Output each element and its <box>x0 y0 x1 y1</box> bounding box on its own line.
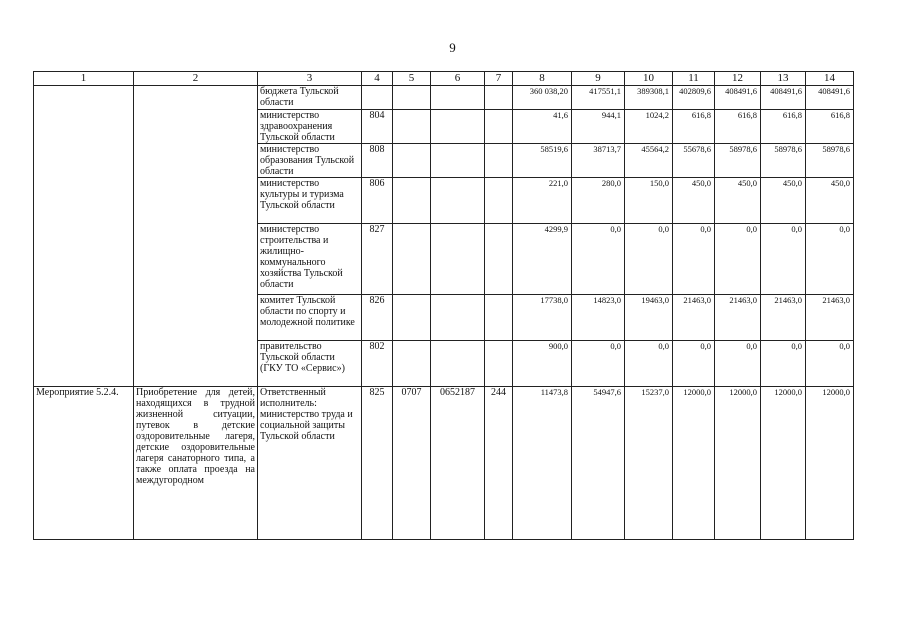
value-cell: 944,1 <box>572 110 625 144</box>
value-cell: 408491,6 <box>761 86 806 110</box>
csr-code-cell <box>431 110 485 144</box>
value-cell: 450,0 <box>761 178 806 224</box>
value-cell: 58978,6 <box>715 144 761 178</box>
value-cell: 450,0 <box>806 178 854 224</box>
gr-code-cell: 808 <box>362 144 393 178</box>
value-cell: 55678,6 <box>673 144 715 178</box>
value-cell: 15237,0 <box>625 387 673 540</box>
column-header-row <box>34 72 854 86</box>
value-cell: 360 038,20 <box>513 86 572 110</box>
value-cell: 408491,6 <box>806 86 854 110</box>
value-cell: 0,0 <box>806 341 854 387</box>
value-cell: 12000,0 <box>673 387 715 540</box>
executor-cell: комитет Тульской области по спорту и молодежной политике <box>258 295 362 341</box>
value-cell: 1024,2 <box>625 110 673 144</box>
gr-code-cell: 806 <box>362 178 393 224</box>
rz-code-cell <box>393 341 431 387</box>
value-cell: 616,8 <box>806 110 854 144</box>
budget-table <box>33 71 854 540</box>
column-header: 12 <box>715 72 761 86</box>
column-header: 7 <box>485 72 513 86</box>
value-cell: 0,0 <box>715 224 761 295</box>
value-cell: 12000,0 <box>761 387 806 540</box>
value-cell: 0,0 <box>761 224 806 295</box>
value-cell: 38713,7 <box>572 144 625 178</box>
value-cell: 21463,0 <box>715 295 761 341</box>
value-cell: 17738,0 <box>513 295 572 341</box>
csr-code-cell <box>431 224 485 295</box>
value-cell: 0,0 <box>715 341 761 387</box>
value-cell: 41,6 <box>513 110 572 144</box>
value-cell: 4299,9 <box>513 224 572 295</box>
column-header: 13 <box>761 72 806 86</box>
gr-code-cell: 827 <box>362 224 393 295</box>
gr-code-cell: 826 <box>362 295 393 341</box>
value-cell: 0,0 <box>761 341 806 387</box>
measure-cell-empty <box>34 86 134 387</box>
table-row <box>34 387 854 540</box>
executor-cell: правительство Тульской области (ГКУ ТО «Сервис») <box>258 341 362 387</box>
value-cell: 21463,0 <box>761 295 806 341</box>
value-cell: 221,0 <box>513 178 572 224</box>
vr-code-cell <box>485 341 513 387</box>
value-cell: 417551,1 <box>572 86 625 110</box>
rz-code-cell <box>393 110 431 144</box>
value-cell: 616,8 <box>673 110 715 144</box>
value-cell: 14823,0 <box>572 295 625 341</box>
value-cell: 616,8 <box>715 110 761 144</box>
column-header: 9 <box>572 72 625 86</box>
value-cell: 21463,0 <box>806 295 854 341</box>
executor-cell: министерство культуры и туризма Тульской области <box>258 178 362 224</box>
executor-cell: министерство строительства и жилищно-коммунального хозяйства Тульской области <box>258 224 362 295</box>
value-cell: 58978,6 <box>761 144 806 178</box>
executor-cell: министерство здравоохранения Тульской области <box>258 110 362 144</box>
rz-code-cell <box>393 224 431 295</box>
gr-code-cell: 825 <box>362 387 393 540</box>
value-cell: 0,0 <box>673 341 715 387</box>
value-cell: 45564,2 <box>625 144 673 178</box>
value-cell: 450,0 <box>673 178 715 224</box>
column-header: 14 <box>806 72 854 86</box>
vr-code-cell <box>485 110 513 144</box>
vr-code-cell: 244 <box>485 387 513 540</box>
description-cell-empty <box>134 86 258 387</box>
value-cell: 408491,6 <box>715 86 761 110</box>
value-cell: 389308,1 <box>625 86 673 110</box>
column-header: 8 <box>513 72 572 86</box>
value-cell: 616,8 <box>761 110 806 144</box>
executor-cell: министерство образования Тульской области <box>258 144 362 178</box>
value-cell: 12000,0 <box>715 387 761 540</box>
value-cell: 0,0 <box>572 341 625 387</box>
column-header: 2 <box>134 72 258 86</box>
value-cell: 0,0 <box>806 224 854 295</box>
column-header: 5 <box>393 72 431 86</box>
rz-code-cell <box>393 144 431 178</box>
value-cell: 450,0 <box>715 178 761 224</box>
gr-code-cell: 802 <box>362 341 393 387</box>
executor-cell: Ответственный исполнитель: министерство труда и социальной защиты Тульской области <box>258 387 362 540</box>
value-cell: 58519,6 <box>513 144 572 178</box>
column-header: 4 <box>362 72 393 86</box>
rz-code-cell <box>393 295 431 341</box>
vr-code-cell <box>485 86 513 110</box>
rz-code-cell <box>393 86 431 110</box>
executor-cell: бюджета Тульской области <box>258 86 362 110</box>
column-header: 6 <box>431 72 485 86</box>
description-cell: Приобретение для детей, находящихся в трудной жизненной ситуации, путевок в детские оздоровительные лагеря, детские оздоровительные лагеря санаторного типа, а также оплата проезда на междугородном <box>134 387 258 540</box>
vr-code-cell <box>485 295 513 341</box>
value-cell: 54947,6 <box>572 387 625 540</box>
table-row <box>34 86 854 110</box>
measure-cell: Мероприятие 5.2.4. <box>34 387 134 540</box>
rz-code-cell <box>393 178 431 224</box>
value-cell: 150,0 <box>625 178 673 224</box>
value-cell: 21463,0 <box>673 295 715 341</box>
vr-code-cell <box>485 224 513 295</box>
gr-code-cell <box>362 86 393 110</box>
vr-code-cell <box>485 178 513 224</box>
page-number: 9 <box>449 40 456 55</box>
value-cell: 58978,6 <box>806 144 854 178</box>
value-cell: 19463,0 <box>625 295 673 341</box>
value-cell: 402809,6 <box>673 86 715 110</box>
value-cell: 11473,8 <box>513 387 572 540</box>
column-header: 10 <box>625 72 673 86</box>
column-header: 11 <box>673 72 715 86</box>
value-cell: 0,0 <box>572 224 625 295</box>
value-cell: 0,0 <box>673 224 715 295</box>
value-cell: 900,0 <box>513 341 572 387</box>
value-cell: 280,0 <box>572 178 625 224</box>
csr-code-cell <box>431 86 485 110</box>
column-header: 3 <box>258 72 362 86</box>
rz-code-cell: 0707 <box>393 387 431 540</box>
csr-code-cell <box>431 178 485 224</box>
value-cell: 12000,0 <box>806 387 854 540</box>
column-header: 1 <box>34 72 134 86</box>
csr-code-cell: 0652187 <box>431 387 485 540</box>
csr-code-cell <box>431 144 485 178</box>
vr-code-cell <box>485 144 513 178</box>
value-cell: 0,0 <box>625 341 673 387</box>
value-cell: 0,0 <box>625 224 673 295</box>
csr-code-cell <box>431 295 485 341</box>
gr-code-cell: 804 <box>362 110 393 144</box>
csr-code-cell <box>431 341 485 387</box>
